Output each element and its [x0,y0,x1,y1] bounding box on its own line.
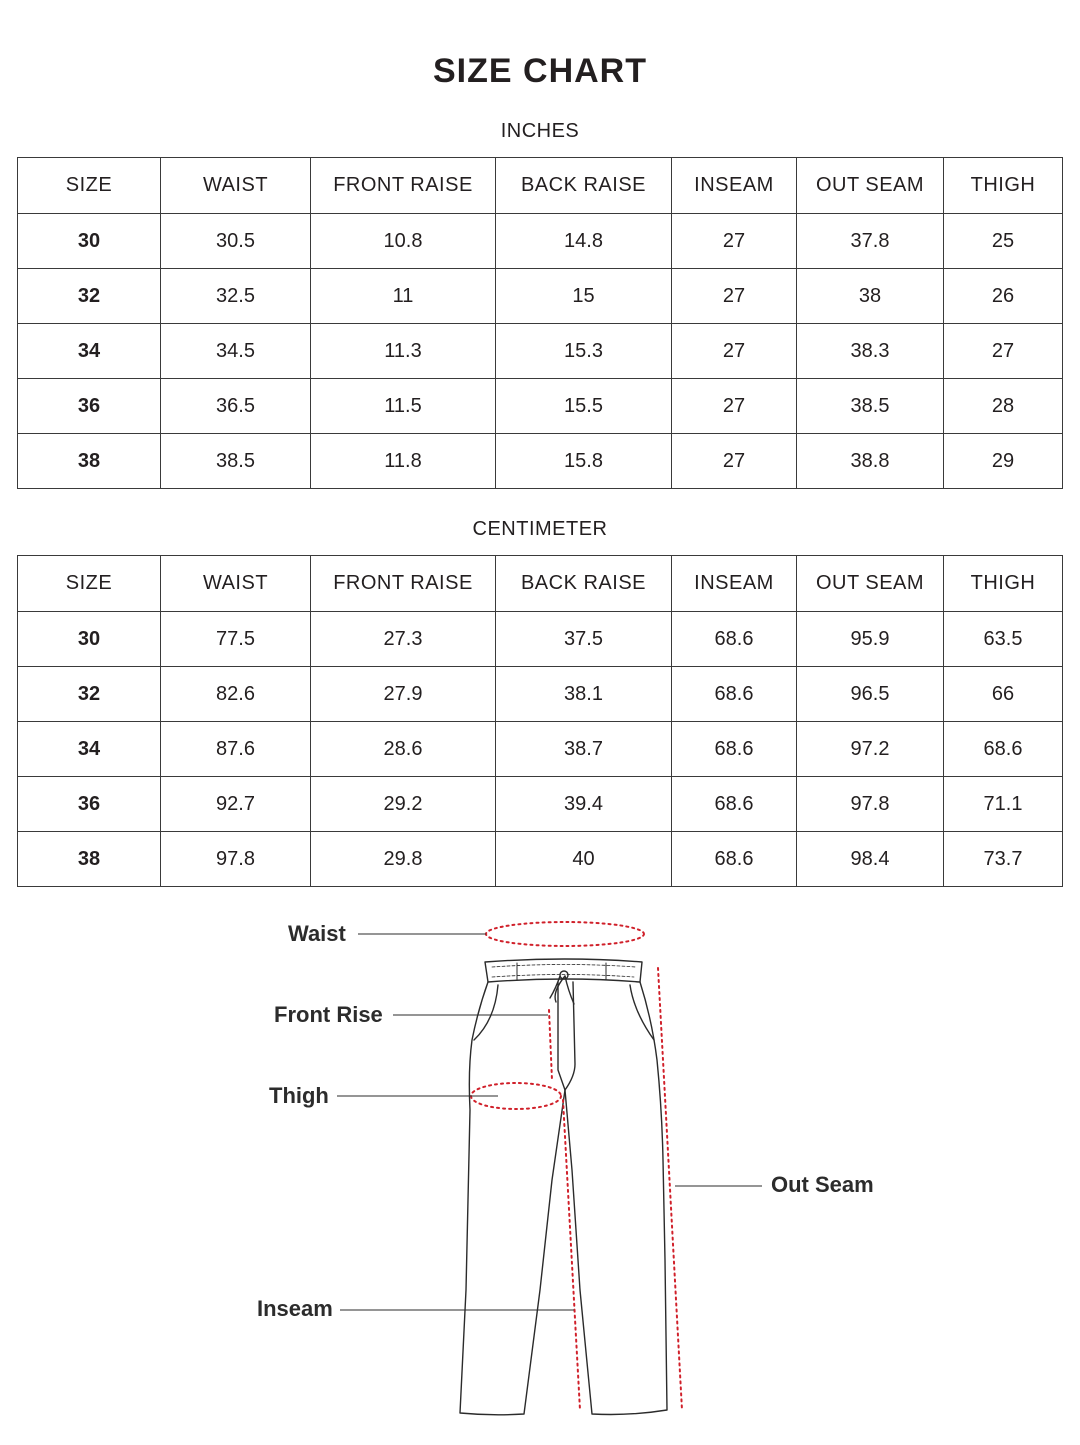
size-cell: 36 [18,777,161,832]
front-raise-cell: 11.5 [311,379,496,434]
trousers-outline-icon [0,900,1080,1440]
column-header-waist: WAIST [161,158,311,214]
out-seam-cell: 38.8 [797,434,944,489]
table-header-row [18,556,1063,612]
table-row [18,214,1063,269]
waist-cell: 36.5 [161,379,311,434]
centimeter-unit-label: CENTIMETER [472,518,608,540]
waist-cell: 38.5 [161,434,311,489]
table-row [18,667,1063,722]
column-header-thigh: THIGH [944,556,1063,612]
thigh-cell: 26 [944,269,1063,324]
table-header-row [18,158,1063,214]
size-cell: 34 [18,722,161,777]
back-raise-cell: 40 [496,832,672,887]
inseam-cell: 27 [672,434,797,489]
size-cell: 30 [18,612,161,667]
out-seam-cell: 96.5 [797,667,944,722]
table-row [18,324,1063,379]
waist-cell: 34.5 [161,324,311,379]
column-header-out-seam: OUT SEAM [797,158,944,214]
measurement-diagram [0,900,1080,1440]
out-seam-callout-label: Out Seam [771,1172,874,1197]
out-seam-cell: 37.8 [797,214,944,269]
column-header-size: SIZE [18,158,161,214]
waist-cell: 97.8 [161,832,311,887]
size-cell: 36 [18,379,161,434]
table-row [18,777,1063,832]
waist-cell: 30.5 [161,214,311,269]
waist-callout-label: Waist [288,921,346,946]
inseam-cell: 27 [672,379,797,434]
back-raise-cell: 15 [496,269,672,324]
column-header-size: SIZE [18,556,161,612]
inseam-cell: 68.6 [672,832,797,887]
thigh-cell: 28 [944,379,1063,434]
size-cell: 38 [18,434,161,489]
waist-cell: 92.7 [161,777,311,832]
out-seam-cell: 95.9 [797,612,944,667]
inseam-cell: 27 [672,269,797,324]
waist-cell: 32.5 [161,269,311,324]
thigh-cell: 27 [944,324,1063,379]
thigh-cell: 29 [944,434,1063,489]
inseam-cell: 68.6 [672,667,797,722]
thigh-cell: 71.1 [944,777,1063,832]
table-row [18,379,1063,434]
column-header-inseam: INSEAM [672,158,797,214]
table-row [18,722,1063,777]
out-seam-cell: 38 [797,269,944,324]
front-raise-cell: 28.6 [311,722,496,777]
out-seam-cell: 98.4 [797,832,944,887]
back-raise-cell: 38.7 [496,722,672,777]
thigh-cell: 68.6 [944,722,1063,777]
size-cell: 30 [18,214,161,269]
table-row [18,269,1063,324]
waist-cell: 77.5 [161,612,311,667]
out-seam-cell: 97.8 [797,777,944,832]
out-seam-cell: 38.3 [797,324,944,379]
table-row [18,434,1063,489]
back-raise-cell: 14.8 [496,214,672,269]
inseam-callout-label: Inseam [257,1296,333,1321]
page-title: SIZE CHART [433,52,647,90]
inches-size-table [17,157,1063,489]
size-cell: 32 [18,269,161,324]
thigh-callout-label: Thigh [269,1083,329,1108]
front-raise-cell: 11.3 [311,324,496,379]
front-raise-cell: 29.8 [311,832,496,887]
inches-unit-label: INCHES [500,120,580,142]
column-header-thigh: THIGH [944,158,1063,214]
table-row [18,612,1063,667]
column-header-front-raise: FRONT RAISE [311,556,496,612]
front-raise-cell: 11 [311,269,496,324]
thigh-cell: 73.7 [944,832,1063,887]
column-header-inseam: INSEAM [672,556,797,612]
front-raise-cell: 29.2 [311,777,496,832]
column-header-back-raise: BACK RAISE [496,556,672,612]
inseam-cell: 68.6 [672,722,797,777]
inseam-cell: 68.6 [672,777,797,832]
column-header-out-seam: OUT SEAM [797,556,944,612]
thigh-cell: 63.5 [944,612,1063,667]
front-raise-cell: 27.9 [311,667,496,722]
back-raise-cell: 38.1 [496,667,672,722]
size-cell: 34 [18,324,161,379]
centimeter-size-table [17,555,1063,887]
waist-cell: 87.6 [161,722,311,777]
back-raise-cell: 39.4 [496,777,672,832]
back-raise-cell: 15.8 [496,434,672,489]
out-seam-cell: 97.2 [797,722,944,777]
front-raise-cell: 11.8 [311,434,496,489]
inseam-cell: 27 [672,214,797,269]
column-header-front-raise: FRONT RAISE [311,158,496,214]
column-header-waist: WAIST [161,556,311,612]
thigh-cell: 25 [944,214,1063,269]
back-raise-cell: 37.5 [496,612,672,667]
thigh-cell: 66 [944,667,1063,722]
front-raise-cell: 10.8 [311,214,496,269]
size-cell: 38 [18,832,161,887]
back-raise-cell: 15.3 [496,324,672,379]
out-seam-cell: 38.5 [797,379,944,434]
table-row [18,832,1063,887]
front-raise-cell: 27.3 [311,612,496,667]
back-raise-cell: 15.5 [496,379,672,434]
size-cell: 32 [18,667,161,722]
column-header-back-raise: BACK RAISE [496,158,672,214]
front-rise-callout-label: Front Rise [274,1002,383,1027]
inseam-cell: 27 [672,324,797,379]
waist-cell: 82.6 [161,667,311,722]
inseam-cell: 68.6 [672,612,797,667]
